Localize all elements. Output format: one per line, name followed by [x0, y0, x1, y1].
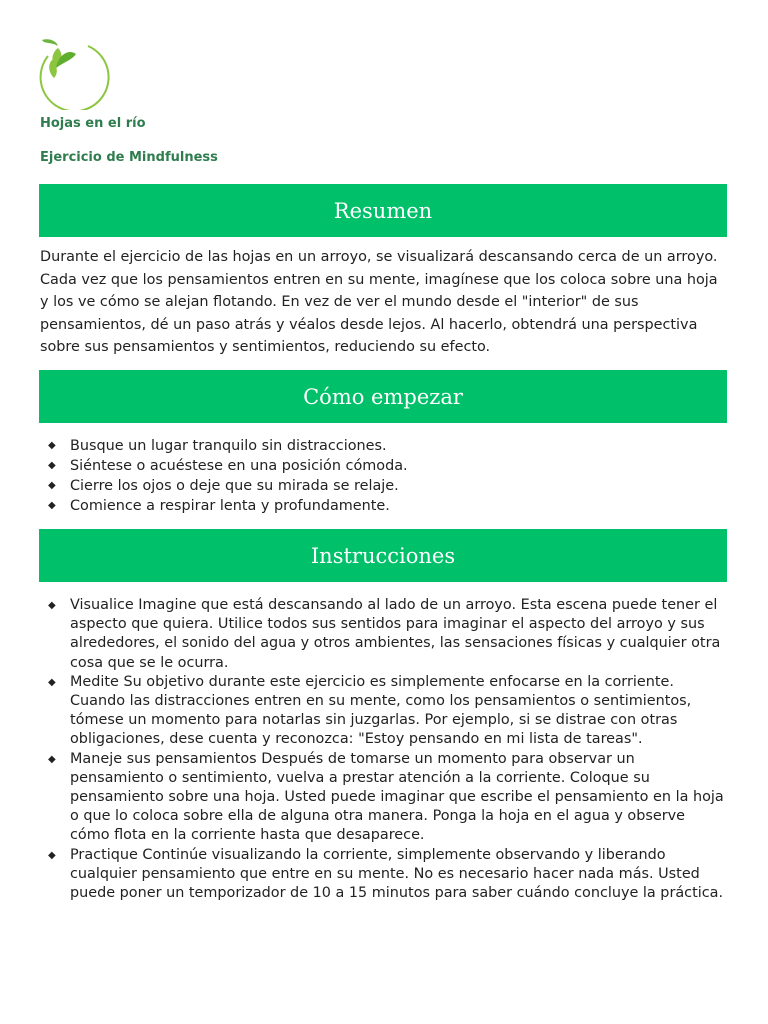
list-item: [40, 596, 728, 673]
list-item: [40, 750, 728, 846]
list-item: [40, 673, 728, 750]
bullet-icon: ◆: [48, 849, 56, 861]
section-heading-como-empezar: Cómo empezar: [39, 370, 727, 423]
resumen-paragraph: Durante el ejercicio de las hojas en un arroyo, se visualizará descansando cerca de un arroyo. Cada vez que los pensamientos entren en su mente, imagínese que los coloca sobre una hoja y los ve cómo se alejan flotando. En vez de ver el mundo desde el "interior" de sus pensamientos, dé un paso atrás y véalos desde lejos. Al hacerlo, obtendrá una perspectiva sobre sus pensamientos y sentimientos, reduciendo su efecto.: [40, 249, 718, 355]
section-heading-resumen: Resumen: [39, 184, 727, 237]
list-item: [40, 846, 728, 904]
bullet-icon: ◆: [48, 753, 56, 765]
list-item: [40, 436, 728, 456]
list-item: [40, 496, 728, 516]
bullet-icon: ◆: [48, 460, 56, 471]
list-item: [40, 476, 728, 496]
bullet-icon: ◆: [48, 440, 56, 451]
como-empezar-list: [40, 436, 728, 516]
leaf-circle-logo-icon: [36, 34, 112, 110]
section-heading-instrucciones: Instrucciones: [39, 529, 727, 582]
bullet-icon: ◆: [48, 676, 56, 688]
list-item-text: Comience a respirar lenta y profundamente.: [70, 498, 390, 514]
document-subtitle: Ejercicio de Mindfulness: [40, 150, 218, 165]
list-item-text: Visualice Imagine que está descansando al lado de un arroyo. Esta escena puede tener el aspecto que quiera. Utilice todos sus sentidos para imaginar el aspecto del arroyo y sus alrededores, el sonido del agua y otros ambientes, las sensaciones físicas y cualquier otra cosa que se le ocurra.: [70, 597, 721, 671]
list-item-text: Medite Su objetivo durante este ejercicio es simplemente enfocarse en la corriente. Cuando las distracciones entren en su mente, como los pensamientos o sentimientos, tómese un momento para notarlas sin juzgarlas. Por ejemplo, si se distrae con otras obligaciones, dese cuenta y reconozca: "Estoy pensando en mi lista de tareas".: [70, 673, 692, 748]
list-item-text: Maneje sus pensamientos Después de tomarse un momento para observar un pensamiento o sentimiento, vuelva a prestar atención a la corriente. Coloque su pensamiento sobre una hoja. Usted puede imaginar que escribe el pensamiento en la hoja o que lo coloca sobre ella de alguna otra manera. Ponga la hoja en el agua y observe cómo flota en la corriente hasta que desaparece.: [70, 750, 724, 844]
list-item: [40, 456, 728, 476]
bullet-icon: ◆: [48, 480, 56, 491]
bullet-icon: ◆: [48, 600, 56, 611]
document-title: Hojas en el río: [40, 116, 146, 131]
list-item-text: Practique Continúe visualizando la corriente, simplemente observando y liberando cualquier pensamiento que entre en su mente. No es necesario hacer nada más. Usted puede poner un temporizador de 10 a 15 minutos para saber cuándo concluye la práctica.: [70, 846, 724, 902]
list-item-text: Siéntese o acuéstese en una posición cómoda.: [70, 458, 408, 474]
instrucciones-list: [40, 596, 728, 903]
list-item-text: Cierre los ojos o deje que su mirada se relaje.: [70, 478, 399, 494]
list-item-text: Busque un lugar tranquilo sin distracciones.: [70, 438, 387, 454]
bullet-icon: ◆: [48, 500, 56, 511]
